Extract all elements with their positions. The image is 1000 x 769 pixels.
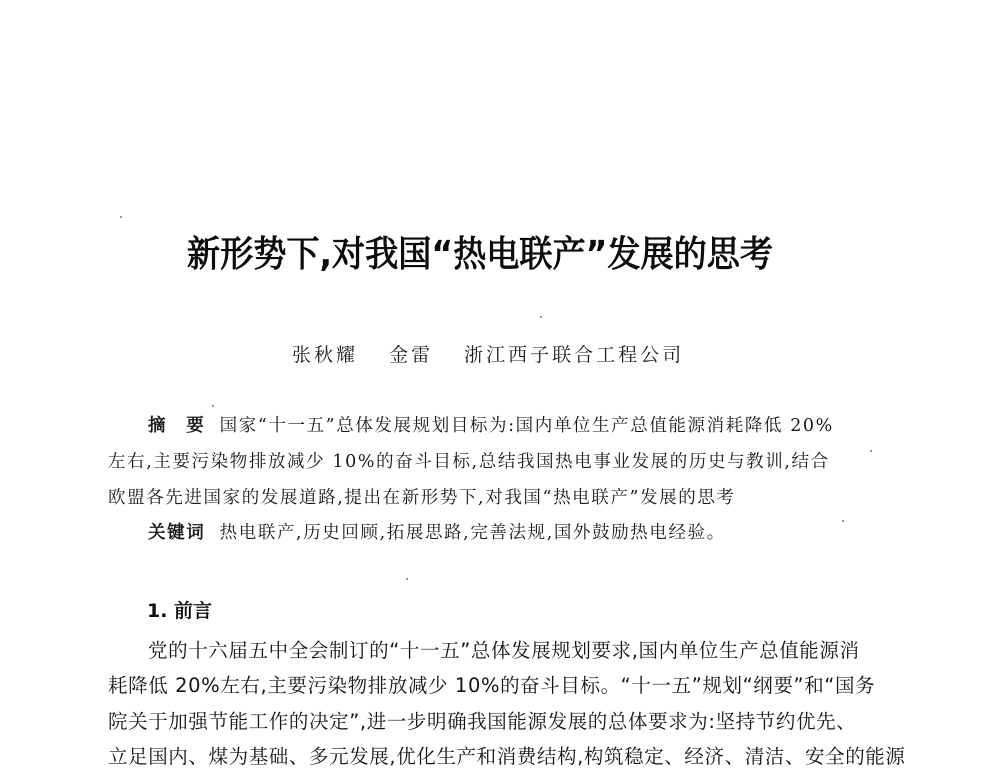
author-affiliation: 浙江西子联合工程公司 bbox=[464, 344, 685, 366]
body-paragraph-line: 党的十六届五中全会制订的“十一五”总体发展规划要求,国内单位生产总值能源消 bbox=[148, 639, 860, 662]
scan-speck bbox=[870, 450, 872, 452]
author-line bbox=[292, 340, 706, 367]
author-name: 张秋耀 bbox=[292, 344, 359, 366]
body-paragraph-line: 耗降低 20%左右,主要污染物排放减少 10%的奋斗目标。“十一五”规划“纲要”和“国务 bbox=[108, 674, 876, 697]
scan-speck bbox=[842, 520, 844, 522]
keywords-text: 热电联产,历史回顾,拓展思路,完善法规,国外鼓励热电经验。 bbox=[219, 523, 726, 543]
page-title: 新形势下,对我国“热电联产”发展的思考 bbox=[187, 234, 774, 275]
scan-speck bbox=[540, 316, 542, 318]
author-name: 金雷 bbox=[389, 344, 434, 366]
abstract-text: 国家“十一五”总体发展规划目标为:国内单位生产总值能源消耗降低 20% bbox=[219, 416, 834, 436]
abstract-line: 左右,主要污染物排放减少 10%的奋斗目标,总结我国热电事业发展的历史与教训,结合 bbox=[108, 452, 830, 472]
abstract-line: 欧盟各先进国家的发展道路,提出在新形势下,对我国“热电联产”发展的思考 bbox=[108, 488, 736, 508]
body-paragraph-line: 院关于加强节能工作的决定”,进一步明确我国能源发展的总体要求为:坚持节约优先、 bbox=[108, 710, 857, 733]
abstract-line bbox=[148, 412, 834, 437]
section-heading: 1. 前言 bbox=[147, 600, 213, 622]
scan-speck bbox=[212, 405, 214, 407]
scan-speck bbox=[120, 216, 122, 218]
keywords-line bbox=[148, 519, 726, 544]
keywords-label: 关键词 bbox=[148, 523, 206, 543]
scan-speck bbox=[406, 578, 408, 580]
body-paragraph-line: 立足国内、煤为基础、多元发展,优化生产和消费结构,构筑稳定、经济、清洁、安全的能源 bbox=[108, 745, 906, 768]
abstract-label: 摘 要 bbox=[148, 416, 206, 436]
